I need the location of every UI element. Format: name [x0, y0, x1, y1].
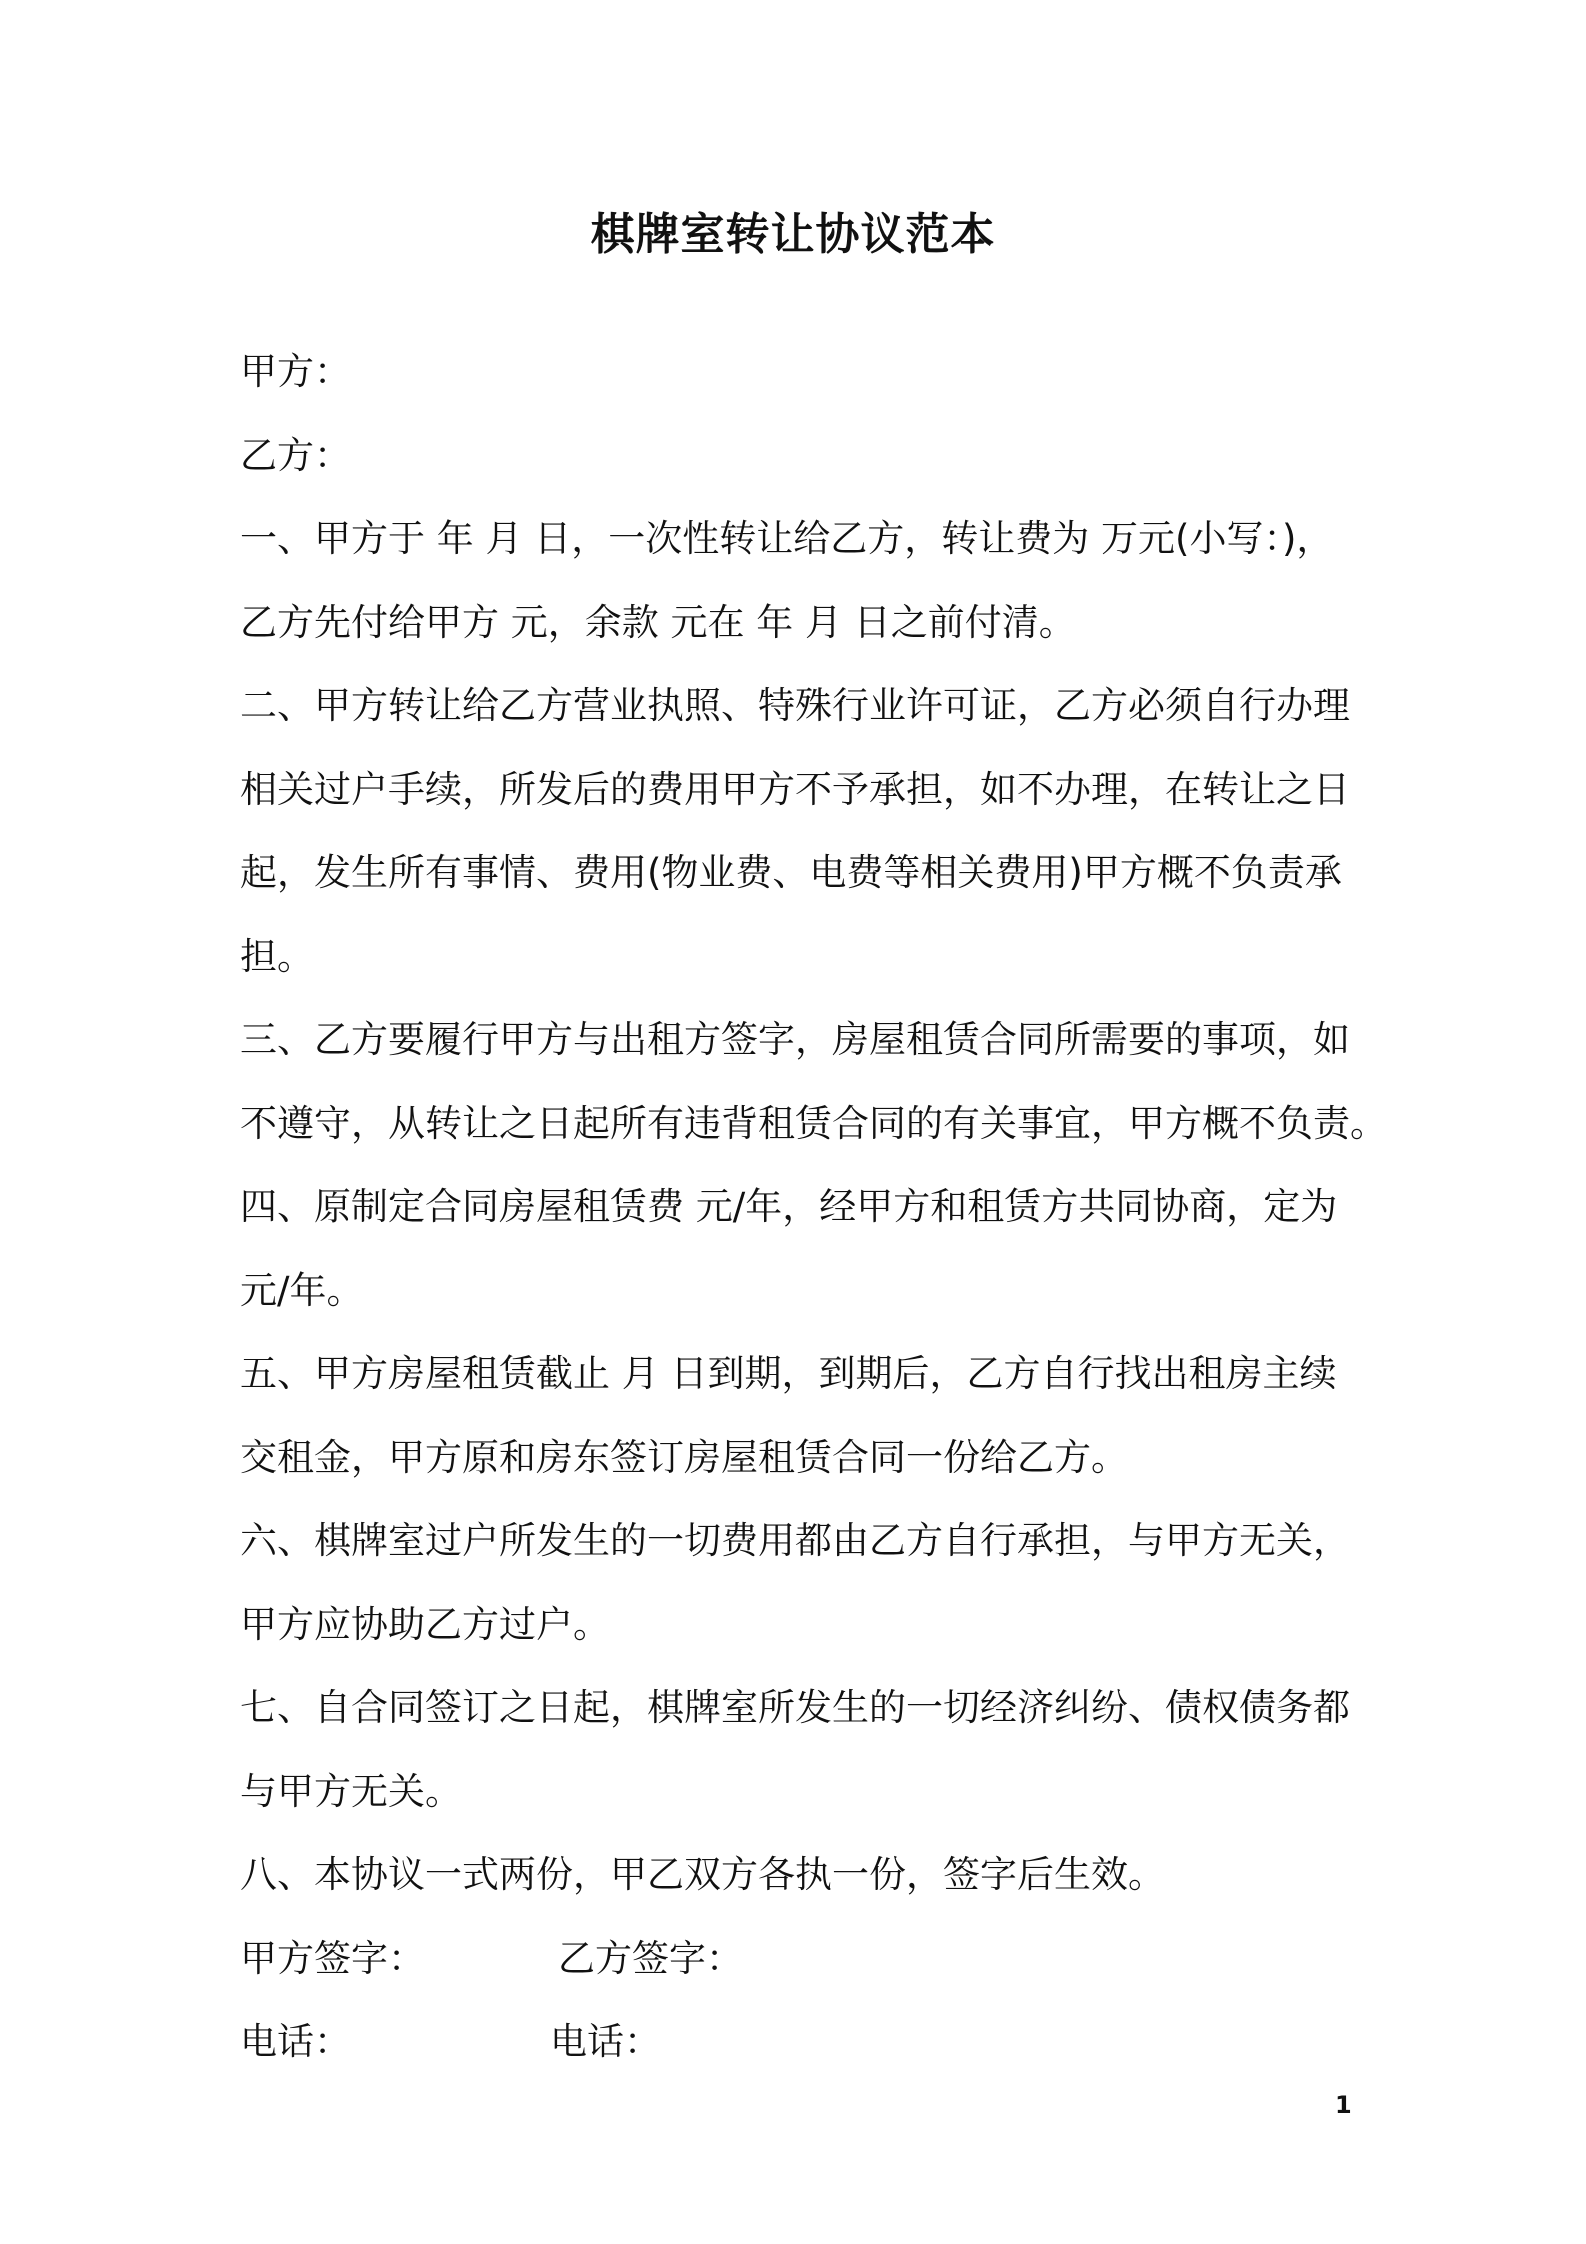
party-a-line: 甲方：: [240, 350, 351, 393]
clause-3-line-1: 三、乙方要履行甲方与出租方签字，房屋租赁合同所需要的事项，如: [240, 1018, 1350, 1061]
page-number: 1: [1335, 2091, 1352, 2119]
clause-6-line-2: 甲方应协助乙方过户。: [240, 1602, 610, 1646]
clause-7-line-1: 七、自合同签订之日起，棋牌室所发生的一切经济纠纷、债权债务都: [240, 1686, 1350, 1729]
clause-2-line-4: 担。: [240, 934, 314, 978]
signature-row: [240, 1917, 1370, 2001]
party-b-phone-label: 电话：: [550, 2020, 661, 2063]
party-b-signature-label: 乙方签字：: [558, 1936, 743, 1980]
clause-6-line-1: 六、棋牌室过户所发生的一切费用都由乙方自行承担，与甲方无关，: [240, 1519, 1350, 1562]
clause-2-line-3: 起，发生所有事情、费用(物业费、电费等相关费用)甲方概不负责承: [240, 851, 1342, 894]
document-title: 棋牌室转让协议范本: [590, 209, 996, 260]
phone-row: [240, 2000, 1370, 2084]
document-body: [240, 330, 1387, 2084]
clause-4-line-2: 元/年。: [240, 1268, 364, 1312]
clause-5-line-2: 交租金，甲方原和房东签订房屋租赁合同一份给乙方。: [240, 1435, 1128, 1479]
clause-1-line-2: 乙方先付给甲方 元，余款 元在 年 月 日之前付清。: [240, 600, 1076, 644]
party-a-phone-label: 电话：: [240, 2020, 351, 2063]
clause-2-line-2: 相关过户手续，所发后的费用甲方不予承担，如不办理，在转让之日: [240, 767, 1350, 811]
clause-4-line-1: 四、原制定合同房屋租赁费 元/年，经甲方和租赁方共同协商，定为: [240, 1185, 1338, 1228]
party-b-line: 乙方：: [240, 433, 351, 477]
party-a-signature-label: 甲方签字：: [240, 1936, 425, 1980]
clause-1-line-1: 一、甲方于 年 月 日，一次性转让给乙方，转让费为 万元(小写：)，: [240, 517, 1334, 560]
clause-5-line-1: 五、甲方房屋租赁截止 月 日到期，到期后，乙方自行找出租房主续: [240, 1352, 1337, 1395]
clause-7-line-2: 与甲方无关。: [240, 1769, 462, 1813]
clause-3-line-2: 不遵守，从转让之日起所有违背租赁合同的有关事宜，甲方概不负责。: [240, 1101, 1387, 1145]
clause-8-line-1: 八、本协议一式两份，甲乙双方各执一份，签字后生效。: [240, 1853, 1165, 1896]
clause-2-line-1: 二、甲方转让给乙方营业执照、特殊行业许可证，乙方必须自行办理: [240, 684, 1350, 727]
